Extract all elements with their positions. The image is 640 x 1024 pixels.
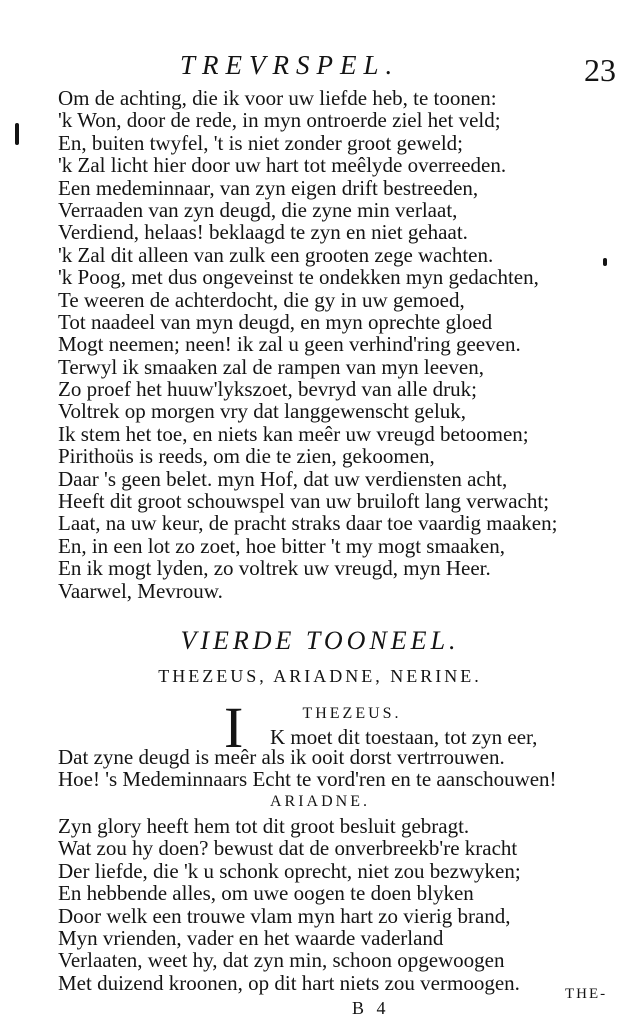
verse-line: Wat zou hy doen? bewust dat de onverbreekb're kracht — [58, 836, 518, 861]
verse-line: Voltrek op morgen vry dat langgewenscht geluk, — [58, 399, 467, 424]
verse-line: Verlaaten, weet hy, dat zyn min, schoon opgewoogen — [58, 948, 505, 973]
verse-line: Tot naadeel van myn deugd, en myn oprechte gloed — [58, 309, 493, 334]
running-title: TREVRSPEL. — [180, 50, 400, 80]
verse-line: Door welk een trouwe vlam myn hart zo vierig brand, — [58, 903, 511, 928]
speaker-name: ARIADNE. — [270, 793, 370, 810]
speaker-name: THEZEUS. — [302, 705, 402, 722]
verse-line: Myn vrienden, vader en het waarde vaderland — [58, 925, 444, 950]
scene-heading: VIERDE TOONEEL. — [180, 626, 460, 655]
verse-line: Zo proef het huuw'lykszoet, bevryd van alle druk; — [58, 377, 477, 402]
margin-mark — [15, 123, 19, 145]
page-number: 23 — [584, 52, 616, 88]
verse-line: Laat, na uw keur, de pracht straks daar toe vaardig maaken; — [58, 511, 558, 536]
scene-characters: THEZEUS, ARIADNE, NERINE. — [158, 666, 482, 686]
verse-line: Verdiend, helaas! beklaagd te zyn en niet gehaat. — [58, 220, 468, 245]
verse-line: En hebbende alles, om uwe oogen te doen blyken — [58, 881, 474, 906]
verse-block-ariadne — [58, 815, 618, 994]
verse-line: Verraaden van zyn deugd, die zyne min verlaat, — [58, 197, 458, 222]
verse-line: Om de achting, die ik voor uw liefde heb, te toonen: — [58, 86, 497, 110]
verse-line: En, buiten twyfel, 't is niet zonder groot geweld; — [58, 130, 464, 155]
catchword: THE- — [565, 986, 608, 1002]
verse-block-top — [58, 87, 618, 602]
verse-line: Hoe! 's Medeminnaars Echt te vord'ren en te aanschouwen! — [58, 767, 557, 792]
verse-line: Daar 's geen belet. myn Hof, dat uw verdiensten acht, — [58, 466, 508, 491]
verse-line: K moet dit toestaan, tot zyn eer, — [270, 725, 538, 749]
verse-line: 'k Won, door de rede, in myn ontroerde ziel het veld; — [58, 108, 501, 133]
verse-line: En ik mogt lyden, zo voltrek uw vreugd, myn Heer. — [58, 556, 491, 581]
verse-line: Zyn glory heeft hem tot dit groot besluit gebragt. — [58, 814, 470, 838]
signature-mark: B 4 — [352, 998, 390, 1018]
verse-line: Te weeren de achterdocht, die gy in uw gemoed, — [58, 287, 465, 312]
verse-line: En, in een lot zo zoet, hoe bitter 't my mogt smaaken, — [58, 533, 505, 558]
verse-line: Der liefde, die 'k u schonk oprecht, niet zou bezwyken; — [58, 858, 521, 883]
verse-line: Een medeminnaar, van zyn eigen drift bestreeden, — [58, 175, 479, 200]
verse-line: Heeft dit groot schouwspel van uw bruiloft lang verwacht; — [58, 489, 550, 514]
verse-line: 'k Zal licht hier door uw hart tot meêlyde overreeden. — [58, 153, 507, 178]
verse-line: Met duizend kroonen, op dit hart niets zou vermoogen. — [58, 970, 520, 995]
verse-line: Terwyl ik smaaken zal de rampen van myn leeven, — [58, 354, 484, 379]
verse-line: Ik stem het toe, en niets kan meêr uw vreugd betoomen; — [58, 421, 529, 446]
verse-line: 'k Poog, met dus ongeveinst te ondekken myn gedachten, — [58, 265, 539, 290]
verse-line: Dat zyne deugd is meêr als ik ooit dorst vertrrouwen. — [58, 745, 505, 769]
verse-line: Vaarwel, Mevrouw. — [58, 578, 223, 603]
verse-line: 'k Zal dit alleen van zulk een grooten zege wachten. — [58, 242, 494, 267]
verse-line: Pirithoüs is reeds, om die te zien, gekoomen, — [58, 444, 435, 469]
verse-block-thezeus — [58, 746, 618, 791]
verse-line: Mogt neemen; neen! ik zal u geen verhind'ring geeven. — [58, 332, 521, 357]
drop-cap: I — [224, 695, 244, 760]
